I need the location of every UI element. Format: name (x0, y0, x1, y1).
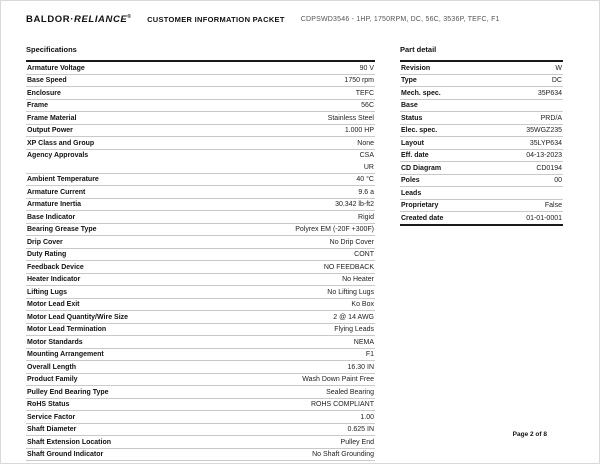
row-label: Duty Rating (27, 251, 67, 258)
row-value-line: NEMA (353, 338, 374, 346)
row-value (328, 114, 374, 122)
row-value-line: CONT (354, 251, 374, 258)
row-value (354, 338, 374, 346)
page-indicator: Page 2 of 8 (512, 431, 547, 438)
row-label: XP Class and Group (27, 139, 95, 147)
part-detail-row (400, 212, 563, 226)
row-value (354, 251, 374, 259)
spec-row (26, 75, 375, 88)
row-value-line: 1750 rpm (344, 77, 374, 84)
row-value (526, 127, 562, 135)
row-value-line: False (544, 202, 562, 209)
row-value-line: 04-13-2023 (526, 152, 562, 159)
row-value-line: 35LYP634 (529, 139, 562, 147)
row-label: Output Power (27, 127, 73, 134)
row-value (348, 426, 374, 434)
row-label: Overall Length (27, 363, 77, 371)
spec-row (26, 174, 375, 187)
row-label: Type (401, 77, 417, 84)
row-value (342, 276, 374, 284)
row-value (344, 77, 374, 85)
row-value-line: 1.00 (360, 413, 374, 421)
row-value (335, 201, 374, 209)
spec-row (26, 436, 375, 449)
part-detail-row (400, 150, 563, 163)
baldor-reliance-logo (26, 14, 131, 25)
row-label: Lifting Lugs (27, 288, 68, 296)
spec-row (26, 361, 375, 374)
row-label: Pulley End Bearing Type (27, 388, 109, 396)
row-value (545, 202, 562, 210)
row-value-line: 16.30 IN (347, 363, 374, 371)
row-label: Armature Voltage (27, 64, 85, 72)
row-value (351, 301, 374, 309)
spec-row (26, 199, 375, 212)
spec-row (26, 386, 375, 399)
main-content (26, 45, 574, 461)
row-label: Mounting Arrangement (27, 351, 104, 358)
specifications-title: Specifications (26, 45, 77, 54)
row-value (541, 114, 562, 122)
row-label: Feedback Device (27, 263, 84, 271)
row-value (360, 64, 374, 72)
part-detail-row (400, 125, 563, 138)
row-value (360, 413, 374, 421)
row-label: Product Family (27, 376, 78, 383)
spec-row (26, 399, 375, 412)
row-value-line: 1.000 HP (344, 127, 374, 134)
row-value (357, 139, 374, 147)
row-value (526, 152, 562, 160)
spec-row (26, 236, 375, 249)
spec-row (26, 62, 375, 75)
row-value-line: Sealed Bearing (326, 388, 374, 396)
row-label: Created date (401, 214, 444, 222)
part-detail-row (400, 200, 563, 213)
row-value-line: 40 °C (356, 176, 374, 183)
row-value-line: 35WGZ235 (526, 127, 562, 134)
row-value-line: Rigid (358, 213, 374, 221)
row-value-line: PRD/A (540, 114, 562, 122)
row-value (554, 177, 562, 185)
row-value (358, 188, 374, 196)
row-value-line: F1 (365, 351, 374, 358)
row-label: Motor Lead Termination (27, 326, 107, 333)
specifications-table (26, 60, 375, 461)
row-label: Motor Lead Exit (27, 301, 80, 308)
spec-row (26, 249, 375, 262)
row-value-line: None (357, 139, 374, 147)
row-value-line: Flying Leads (334, 326, 374, 333)
row-value-line: 90 V (359, 64, 374, 72)
row-label: Agency Approvals (27, 152, 89, 159)
row-value (327, 288, 374, 296)
row-value-line: No Lifting Lugs (327, 288, 374, 296)
part-detail-row (400, 187, 563, 200)
registered-mark-icon: ® (127, 14, 132, 20)
row-value-line: 56C (361, 102, 374, 109)
spec-row (26, 411, 375, 424)
spec-row (26, 311, 375, 324)
row-value (312, 451, 374, 459)
spec-row (26, 374, 375, 387)
row-value-line: 0.625 IN (347, 426, 374, 433)
row-value (555, 64, 562, 72)
row-value-line: Polyrex EM (-20F +300F) (295, 226, 374, 233)
part-detail-section (400, 45, 563, 226)
row-label: RoHS Status (27, 401, 70, 408)
row-label: Mech. spec. (401, 89, 441, 97)
part-detail-title: Part detail (400, 45, 437, 54)
part-detail-row (400, 87, 563, 100)
logo-reliance-text: RELIANCE (74, 14, 128, 26)
row-value-line: W (555, 64, 562, 72)
packet-title: CUSTOMER INFORMATION PACKET (147, 15, 285, 25)
row-value-line: Wash Down Paint Free (302, 376, 374, 383)
spec-row (26, 112, 375, 125)
row-value (361, 102, 374, 110)
part-detail-row (400, 175, 563, 188)
spec-row (26, 211, 375, 224)
spec-row (26, 274, 375, 287)
spec-row (26, 100, 375, 113)
row-value (356, 89, 374, 97)
row-value (348, 363, 374, 371)
spec-row (26, 286, 375, 299)
row-label: Layout (401, 139, 424, 147)
row-value-line: Pulley End (340, 438, 374, 446)
row-value (536, 164, 562, 172)
spec-row (26, 125, 375, 138)
row-value (538, 89, 562, 97)
spec-row (26, 150, 375, 174)
row-label: Base Speed (27, 77, 67, 84)
row-value-line: 30.342 lb-ft2 (335, 201, 374, 208)
row-value (330, 238, 374, 246)
row-value-line: 01-01-0001 (526, 214, 562, 222)
row-label: Armature Current (27, 188, 86, 196)
row-value (366, 351, 374, 359)
part-detail-row (400, 62, 563, 75)
row-label: Shaft Diameter (27, 426, 77, 433)
spec-row (26, 224, 375, 237)
row-value (295, 226, 374, 234)
product-code: CDPSWD3546 - 1HP, 1750RPM, DC, 56C, 3536P, TEFC, F1 (300, 16, 500, 24)
row-label: Poles (401, 177, 420, 184)
spec-row (26, 261, 375, 274)
row-value (326, 388, 374, 396)
spec-row (26, 186, 375, 199)
row-value (311, 401, 374, 409)
row-value-line: NO FEEDBACK (323, 263, 374, 271)
row-value-line: TEFC (355, 89, 374, 97)
row-label: CD Diagram (401, 164, 442, 172)
row-label: Bearing Grease Type (27, 226, 97, 233)
row-value-line: No Shaft Grounding (312, 451, 374, 458)
spec-row (26, 449, 375, 462)
part-detail-row (400, 137, 563, 150)
row-label: Shaft Ground Indicator (27, 451, 104, 458)
row-label: Motor Lead Quantity/Wire Size (27, 313, 129, 321)
part-detail-row (400, 112, 563, 125)
row-label: Proprietary (401, 202, 439, 209)
spec-row (26, 424, 375, 437)
row-value-line: 00 (554, 177, 562, 184)
row-value (530, 139, 562, 147)
row-label: Status (401, 114, 423, 122)
row-label: Base Indicator (27, 213, 76, 221)
row-value-line: ROHS COMPLIANT (310, 401, 374, 408)
specifications-section (26, 45, 375, 461)
row-label: Leads (401, 189, 422, 197)
row-label: Base (401, 102, 418, 109)
spec-row (26, 299, 375, 312)
row-value-line: 2 @ 14 AWG (333, 313, 374, 321)
page-header (26, 14, 574, 25)
row-value (333, 313, 374, 321)
row-label: Heater Indicator (27, 276, 81, 283)
spec-row (26, 137, 375, 150)
row-value (341, 438, 374, 446)
row-value-line: UR (363, 163, 374, 171)
row-value-line: Stainless Steel (327, 114, 374, 122)
part-detail-row (400, 75, 563, 88)
row-label: Drip Cover (27, 238, 63, 246)
logo-baldor-text: BALDOR (26, 14, 71, 26)
row-value (552, 77, 562, 85)
row-value (324, 263, 374, 271)
row-value (345, 127, 374, 135)
row-value-line: Ko Box (351, 301, 374, 308)
row-label: Armature Inertia (27, 201, 82, 208)
spec-row (26, 349, 375, 362)
spec-row (26, 324, 375, 337)
row-value-line: 35P634 (537, 89, 562, 97)
row-label: Enclosure (27, 89, 61, 97)
logo-separator-dot: · (70, 14, 75, 26)
row-value-line: No Drip Cover (329, 238, 374, 246)
row-label: Frame (27, 102, 49, 109)
row-value-line: DC (551, 77, 562, 84)
spec-row (26, 336, 375, 349)
row-label: Motor Standards (27, 338, 83, 346)
part-detail-row (400, 162, 563, 175)
part-detail-table (400, 60, 563, 226)
spec-row (26, 87, 375, 100)
row-label: Service Factor (27, 413, 76, 421)
row-label: Revision (401, 64, 431, 72)
row-value (334, 326, 374, 334)
row-value-line: No Heater (342, 276, 374, 283)
row-label: Elec. spec. (401, 127, 438, 134)
row-label: Frame Material (27, 114, 77, 122)
row-value-line: 9.6 a (358, 188, 374, 196)
row-label: Ambient Temperature (27, 176, 99, 183)
part-detail-row (400, 100, 563, 113)
row-label: Eff. date (401, 152, 429, 159)
row-value (526, 214, 562, 222)
row-value (360, 152, 374, 171)
row-value-line: CSA (359, 152, 374, 159)
row-value-line: CD0194 (536, 164, 562, 172)
row-value (302, 376, 374, 384)
row-value (356, 176, 374, 184)
row-value (358, 213, 374, 221)
row-label: Shaft Extension Location (27, 438, 112, 446)
